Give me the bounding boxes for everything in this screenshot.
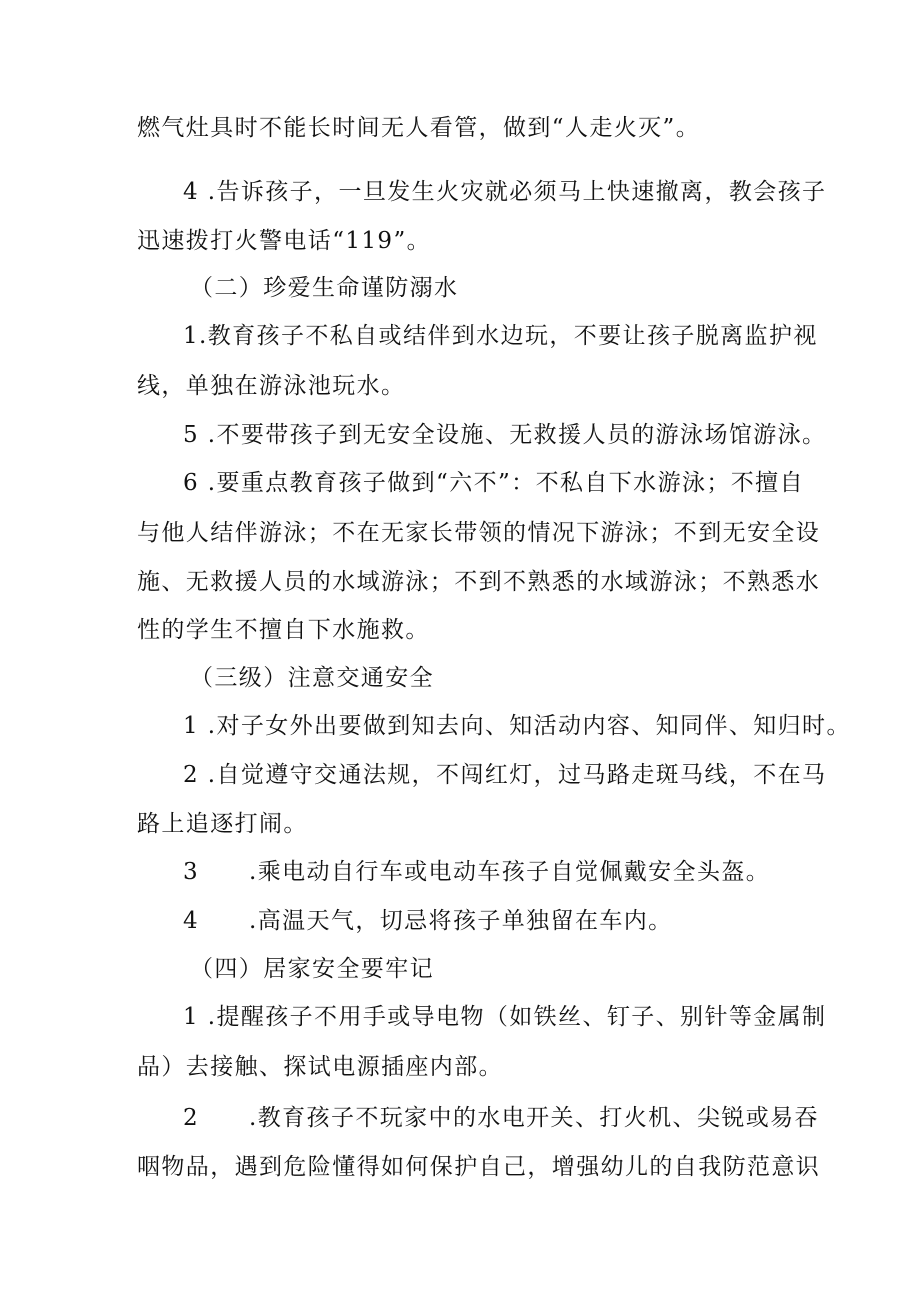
item-text: .乘电动自行车或电动车孩子自觉佩戴安全头盔。: [249, 859, 771, 885]
item-number: 4: [183, 908, 200, 934]
paragraph-line: 4 .告诉孩子，一旦发生火灾就必须马上快速撤离，教会孩子: [183, 179, 827, 205]
paragraph-line: 燃气灶具时不能长时间无人看管，做到“人走火灭”。: [137, 115, 701, 141]
paragraph-line: 与他人结伴游泳；不在无家长带领的情况下游泳；不到无安全设: [137, 520, 821, 546]
paragraph-line: 品）去接触、探试电源插座内部。: [137, 1054, 503, 1080]
section-heading: （二）珍爱生命谨防溺水: [190, 275, 459, 301]
paragraph-line: 性的学生不擅自下水施救。: [137, 617, 430, 643]
paragraph-line: 路上追逐打闹。: [137, 811, 308, 837]
section-heading: （三级）注意交通安全: [190, 665, 434, 691]
item-number: 2: [183, 1105, 200, 1131]
paragraph-line: 咽物品，遇到危险懂得如何保护自己，增强幼儿的自我防范意识: [137, 1154, 821, 1180]
paragraph-line: 2 .自觉遵守交通法规，不闯红灯，过马路走斑马线，不在马: [183, 762, 827, 788]
paragraph-line: 1 .对子女外出要做到知去向、知活动内容、知同伴、知归时。: [183, 713, 851, 739]
numbered-item: [183, 1103, 843, 1133]
item-text: .高温天气，切忌将孩子单独留在车内。: [249, 908, 673, 934]
paragraph-line: 5 .不要带孩子到无安全设施、无救援人员的游泳场馆游泳。: [183, 422, 827, 448]
item-number: 3: [183, 859, 200, 885]
paragraph-line: 施、无救援人员的水域游泳；不到不熟悉的水域游泳；不熟悉水: [137, 569, 821, 595]
paragraph-line: 1 .提醒孩子不用手或导电物（如铁丝、钉子、别针等金属制: [183, 1004, 827, 1030]
paragraph-line: 1.教育孩子不私自或结伴到水边玩，不要让孩子脱离监护视: [183, 323, 818, 349]
item-text: .教育孩子不玩家中的水电开关、打火机、尖锐或易吞: [249, 1105, 819, 1131]
paragraph-line: 6 .要重点教育孩子做到“六不”：不私自下水游泳；不擅自: [183, 470, 804, 496]
paragraph-line: 线，单独在游泳池玩水。: [137, 373, 406, 399]
numbered-item: [183, 906, 843, 936]
numbered-item: [183, 857, 843, 887]
section-heading: （四）居家安全要牢记: [190, 956, 434, 982]
paragraph-line: 迅速拨打火警电话“119”。: [137, 228, 432, 254]
